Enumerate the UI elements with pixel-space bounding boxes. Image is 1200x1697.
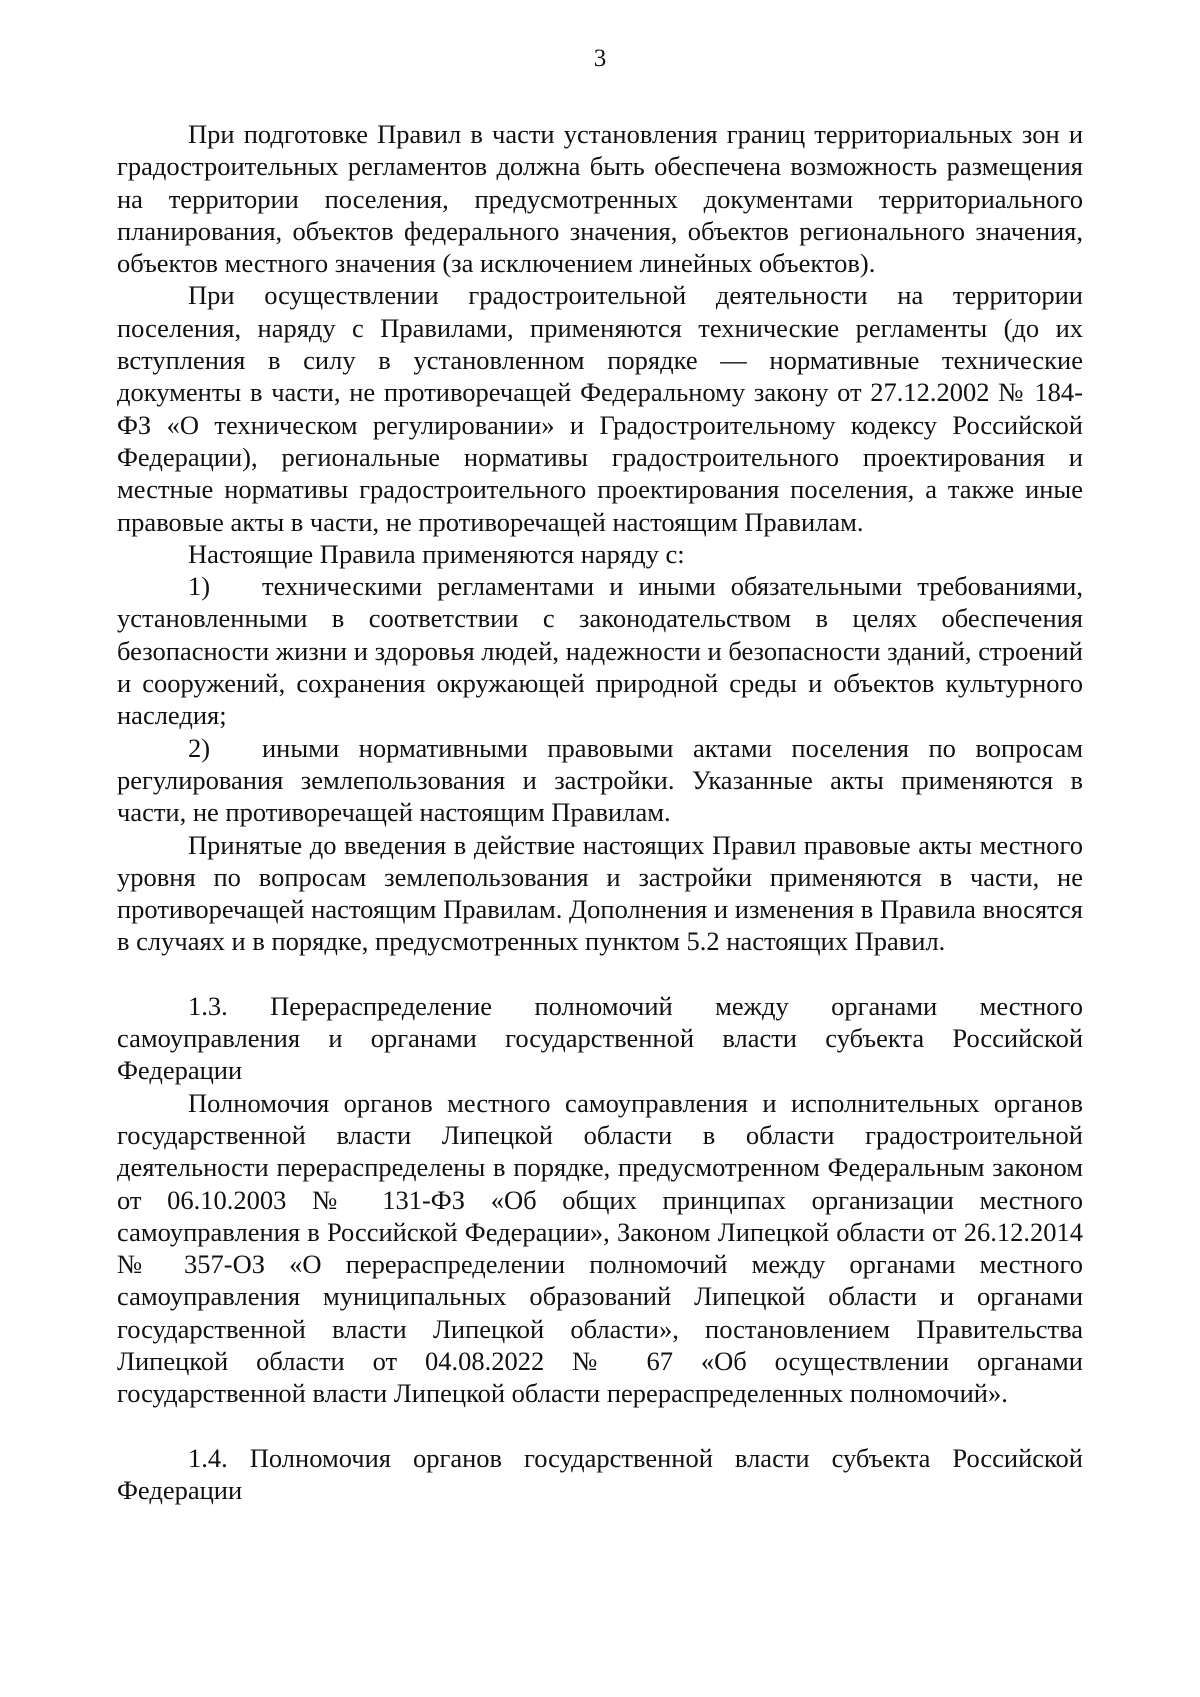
document-body [117,118,1083,1506]
list-item-2 [117,732,1083,829]
paragraph-prior-acts: Принятые до введения в действие настоящих Правил правовые акты местного уровня по вопросам землепользования и застройки применяются в части, не противоречащей настоящим Правилам. Дополнения и изменения в Правила вносятся в случаях и в порядке, предусмотренных пунктом 5.2 настоящих Правил. [117,829,1083,957]
paragraph-rules-applied-with: Настоящие Правила применяются наряду с: [188,538,685,569]
section-heading-1-3: 1.3. Перераспределение полномочий между органами местного самоуправления и органами государственной власти субъекта Российской Федерации [117,990,1083,1086]
page-number: 3 [593,45,607,72]
list-item-1-text: техническими регламентами и иными обязательными требованиями, установленными в соответствии с законодательством в целях обеспечения безопасности жизни и здоровья людей, надежности и безопасности зданий, строений и сооружений, сохранения окружающей природной среды и объектов культурного наследия; [117,571,1083,731]
section-gap [117,958,1083,990]
paragraph-powers-redistribution: Полномочия органов местного самоуправления и исполнительных органов государственной власти Липецкой области в области градостроительной деятельности перераспределены в порядке, предусмотренном Федеральным законом от 06.10.2003 № 131-ФЗ «Об общих принципах организации местного самоуправления в Российской Федерации», Законом Липецкой области от 26.12.2014 № 357-ОЗ «О перераспределении полномочий между органами местного самоуправления муниципальных образований Липецкой области и органами государственной власти Липецкой области», постановлением Правительства Липецкой области от 04.08.2022 № 67 «Об осуществлении органами государственной власти Липецкой области перераспределенных полномочий». [117,1087,1083,1409]
paragraph-zones-regulations: При подготовке Правил в части установления границ территориальных зон и градостроительных регламентов должна быть обеспечена возможность размещения на территории поселения, предусмотренных документами территориального планирования, объектов федерального значения, объектов регионального значения, объектов местного значения (за исключением линейных объектов). [117,119,1083,279]
list-item-1 [117,570,1083,731]
paragraph-technical-regulations: При осуществлении градостроительной деятельности на территории поселения, наряду с Правилами, применяются технические регламенты (до их вступления в силу в установленном порядке — нормативные технические документы в части, не противоречащей Федеральному закону от 27.12.2002 № 184-ФЗ «О техническом регулировании» и Градостроительному кодексу Российской Федерации), региональные нормативы градостроительного проектирования и местные нормативы градостроительного проектирования поселения, а также иные правовые акты в части, не противоречащей настоящим Правилам. [117,280,1083,537]
list-item-1-marker: 1) [188,571,211,602]
section-heading-1-4: 1.4. Полномочия органов государственной власти субъекта Российской Федерации [117,1442,1083,1505]
section-gap [117,1410,1083,1442]
list-item-2-marker: 2) [188,732,211,763]
list-item-2-text: иными нормативными правовыми актами поселения по вопросам регулирования землепользования и застройки. Указанные акты применяются в части, не противоречащей настоящим Правилам. [117,732,1083,828]
